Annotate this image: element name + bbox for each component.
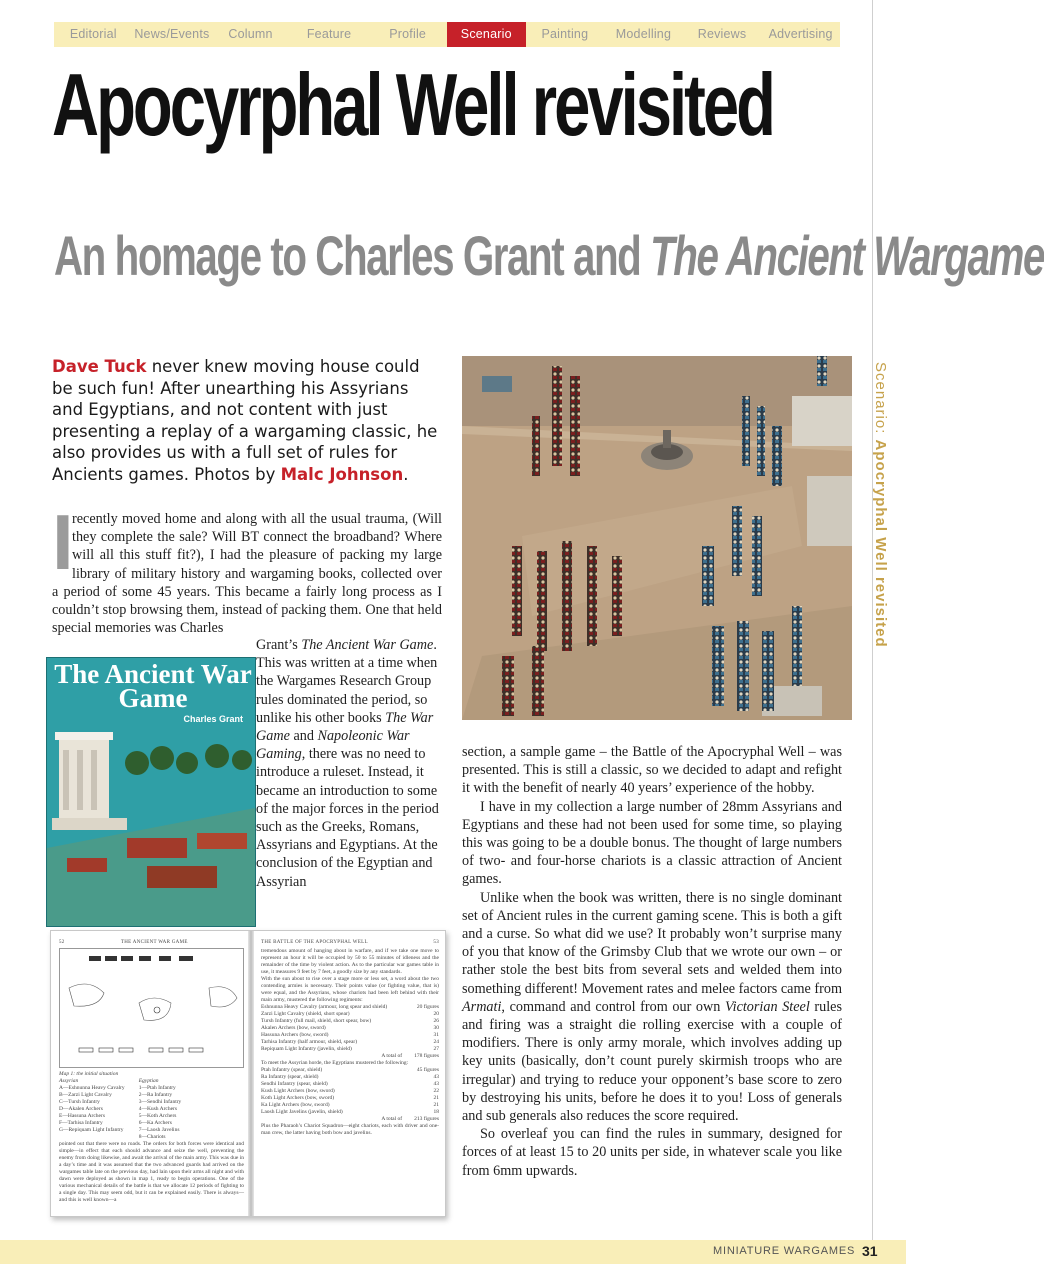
side-article-name: Apocryphal Well revisited [872,439,889,648]
article-subtitle [54,222,1044,289]
map-key-entry: E—Hassuna Archers [59,1113,105,1119]
unit-row: Eshnunna Heavy Cavalry (armour, long spear and shield) 20 figures [261,1004,439,1010]
map-key-entry: 7—Laosh Javelins [138,1127,180,1133]
wrap-text-3: and [289,728,318,745]
unit-row: Zarzi Light Cavalry (shield, short spear) 20 [261,1011,439,1017]
spread-left-page [59,939,244,1204]
spread-gutter [248,931,254,1216]
map-key-entry: 1—Ptah Infantry [138,1085,176,1091]
unit-row: Ptah Infantry (spear, shield) 45 figures [261,1067,439,1073]
unit-row: Repiquam Light Infantry (javelin, shield) 27 [261,1046,439,1052]
map-key-entry: 3—Sendhi Infantry [138,1099,182,1105]
nav-modelling[interactable]: Modelling [615,27,672,41]
right-paragraph-3 [462,889,842,1126]
p3-text-b: , command and control from our own [501,998,726,1015]
unit-row: Laosh Light Javelins (javelin, shield) 18 [261,1109,439,1115]
wrap-italic-2: The War Game [256,709,434,745]
left-page-header [59,939,244,946]
map-key-assyrian [59,1078,125,1141]
left-page-number: 52 [59,940,65,945]
intro-paragraph [52,498,442,637]
right-column [462,743,842,1180]
nav-reviews[interactable]: Reviews [697,27,747,41]
wrap-italic-1: The Ancient War Game [301,637,434,653]
nav-profile[interactable]: Profile [389,27,427,41]
p3-italic-1: Armati [462,998,502,1015]
section-nav [54,22,840,47]
right-page-text: tremendous amount of hanging about in warfare, and if we take one move to represent an hour it will be occupied by 50 to 55 minutes of idleness and the remainder of the time by violent action. As to the particular war games table in use, it measures 9 feet by 7 feet, a goodly size by any standards. [261,948,439,975]
nav-news-events[interactable]: News/Events [134,27,210,41]
egyptian-intro: To meet the Assyrian horde, the Egyptians mustered the following: [261,1060,409,1066]
map-caption: Map 1: the initial situation [59,1071,119,1077]
vertical-section-title [869,362,889,648]
map-key-entry: 5—Koth Archers [138,1113,177,1119]
right-running-head: THE BATTLE OF THE APOCRYPHAL WELL [261,940,368,945]
map-key-egyptian-label: Egyptian [138,1078,159,1084]
page-number: 31 [862,1243,878,1259]
p3-text-c: rules and firing was a straight die rolling exercise with a couple of modifiers. There is only army morale, which involves adding up key units (basically, don’t count purely skirmish troops who are irregular) and trying to reduce your opponent’s base score to zero by destroying his units, before he does it to you! Loss of generals and sub generals also reduces the score required. [462,998,843,1125]
right-paragraph-1: section, a sample game – the Battle of the Apocryphal Well – was presented. This is still a classic, so we decided to adapt and refight it with the benefit of nearly 40 years’ experience of the hobby. [462,744,842,797]
wrap-text-2: . This was written at a time when the Wargames Research Group rules dominated the period, so unlike his other books [256,637,438,726]
right-paragraph-2: I have in my collection a large number of 28mm Assyrians and Egyptians and these had not been used for some time, so playing this was going to be a double bonus. The thought of large numbers of two- and four-horse chariots is a classic attraction of Ancient games. [462,798,842,888]
map-key-entry: B—Zarzi Light Cavalry [59,1092,112,1098]
subtitle-text: An homage to Charles Grant and [54,224,651,287]
wrap-italic-3: Napoleonic War Gaming [256,728,410,763]
right-page-number: 53 [433,940,439,945]
nav-editorial[interactable]: Editorial [69,27,117,41]
map-1-diagram [59,948,244,1068]
map-key-entry: F—Tarhisa Infantry [59,1120,103,1126]
map-key-entry: D—Akalen Archers [59,1106,103,1112]
drop-cap: I [52,498,74,586]
p3-text-a: Unlike when the book was written, there is no single dominant set of Ancient rules in the current gaming scene. This is both a gift and a curse. So what did we use? It probably won’t surprise many of you that know of the Grimsby Club that we wrote our own – or rather stole the best bits from several sets and welded them into something different! Movement rates and melee factors came from [462,889,842,997]
nav-column[interactable]: Column [228,27,273,41]
right-page-text-2: With the sun about to rise over a stage more or less set, a word about the two contending armies is necessary. Their points value (or fighting value, that is) were equal, and the Assyrians, whose chariots had been left behind with their main army, mustered the following regiments: [261,976,439,1003]
map-key-assyrian-label: Assyrian [59,1078,79,1084]
book-spread [50,930,446,1217]
intro-text: recently moved home and along with all the usual trauma, (Will they complete the sale? Will BT connect the broadband? Where will all this stuff fit?), I had the pleasure of packing my large library of military history and wargaming books, collected over a period of some 45 years. This became a fairly long process as I couldn’t stop browsing them, instead of packing them. One that held special memories was Charles [52,511,442,637]
p3-italic-2: Victorian Steel [725,998,810,1015]
side-section-label: Scenario: [872,362,889,435]
map-key-entry: C—Tursh Infantry [59,1099,100,1105]
right-paragraph-4: So overleaf you can find the rules in summary, designed for forces of at least 15 to 20 units per side, in whatever scale you like from 6mm upwards. [462,1126,842,1179]
unit-row: Kush Light Archers (bow, sword) 22 [261,1088,439,1094]
unit-row: Hassuna Archers (bow, sword) 31 [261,1032,439,1038]
unit-row: Ra Infantry (spear, shield) 43 [261,1074,439,1080]
battlefield-photo [462,356,852,720]
map-key [59,1078,244,1141]
magazine-name: MINIATURE WARGAMES [713,1245,856,1257]
standfirst [52,356,444,485]
map-key-entry: G—Repiquam Light Infantry [59,1127,124,1133]
standfirst-end: . [403,464,409,484]
wrap-text-4: , there was no need to introduce a ruleset. Instead, it became an introduction to some of the major forces in the period such as the Greeks, Romans, Assyrians and Egyptians. At the conclusion of the Egyptian and Assyrian [256,746,439,890]
nav-feature[interactable]: Feature [306,27,352,41]
cover-author: Charles Grant [183,714,243,724]
nav-scenario-active[interactable]: Scenario [447,22,526,47]
unit-total-row: A total of 178 figures [381,1053,439,1059]
book-cover [46,657,256,927]
article-title: Apocyrphal Well revisited [52,55,773,154]
left-page-text: pointed out that there were no roads. The orders for both forces were identical and simple—in effect that each should advance and seize the well, preventing the enemy from doing likewise, and await the arrival of the main army. This was due in a day’s time and it was assumed that the two advanced guards had arrived on the wargames table late on the previous day, had lain upon their arms all night and with dawn were deployed as shown in map 1, ready to begin operations. One of the various mechanical details of the battle is that we allocate 12 periods of fighting to a single day. This may seem odd, but it can be explained easily. There is always—and this is well known—a [59,1141,244,1203]
unit-row: Tarhisa Infantry (half armour, shield, spear) 24 [261,1039,439,1045]
map-key-entry: 8—Chariots [138,1134,166,1140]
unit-row: Tursh Infantry (full mail, shield, short spear, bow) 26 [261,1018,439,1024]
map-key-entry: 6—Ka Archers [138,1120,172,1126]
standfirst-text: never knew moving house could be such fun! After unearthing his Assyrians and Egyptians, and not content with just presenting a replay of a wargaming classic, he also provides us with a full set of rules for Ancients games. Photos by [52,357,438,484]
unit-total-row: A total of 213 figures [381,1116,439,1122]
unit-row: Ka Light Archers (bow, sword) 21 [261,1102,439,1108]
nav-advertising[interactable]: Advertising [768,27,833,41]
author-name: Dave Tuck [52,357,147,376]
map-key-entry: A—Eshnunna Heavy Cavalry [59,1085,125,1091]
spread-right-page [261,939,439,1137]
wrap-text-1: Grant’s [256,637,302,653]
right-page-footer-text: Plus the Pharaoh’s Chariot Squadron—eight chariots, each with driver and one-man crew, the latter having both bow and javelins. [261,1123,439,1136]
subtitle-book-title: The Ancient Wargame [650,224,1044,287]
right-page-header [261,939,439,946]
map-key-entry: 2—Ra Infantry [138,1092,173,1098]
photographer-name: Malc Johnson [280,464,404,484]
left-running-head: THE ANCIENT WAR GAME [120,940,188,945]
unit-row: Sendhi Infantry (spear, shield) 43 [261,1081,439,1087]
unit-row: Akalen Archers (bow, sword) 30 [261,1025,439,1031]
map-key-entry: 4—Kush Archers [138,1106,178,1112]
battlefield-photo-art [462,356,852,720]
map-key-egyptian [139,1078,182,1141]
nav-painting[interactable]: Painting [541,27,589,41]
wrap-paragraph [256,636,442,891]
cover-title: The Ancient War Game [54,659,252,713]
unit-row: Koth Light Archers (bow, sword) 21 [261,1095,439,1101]
